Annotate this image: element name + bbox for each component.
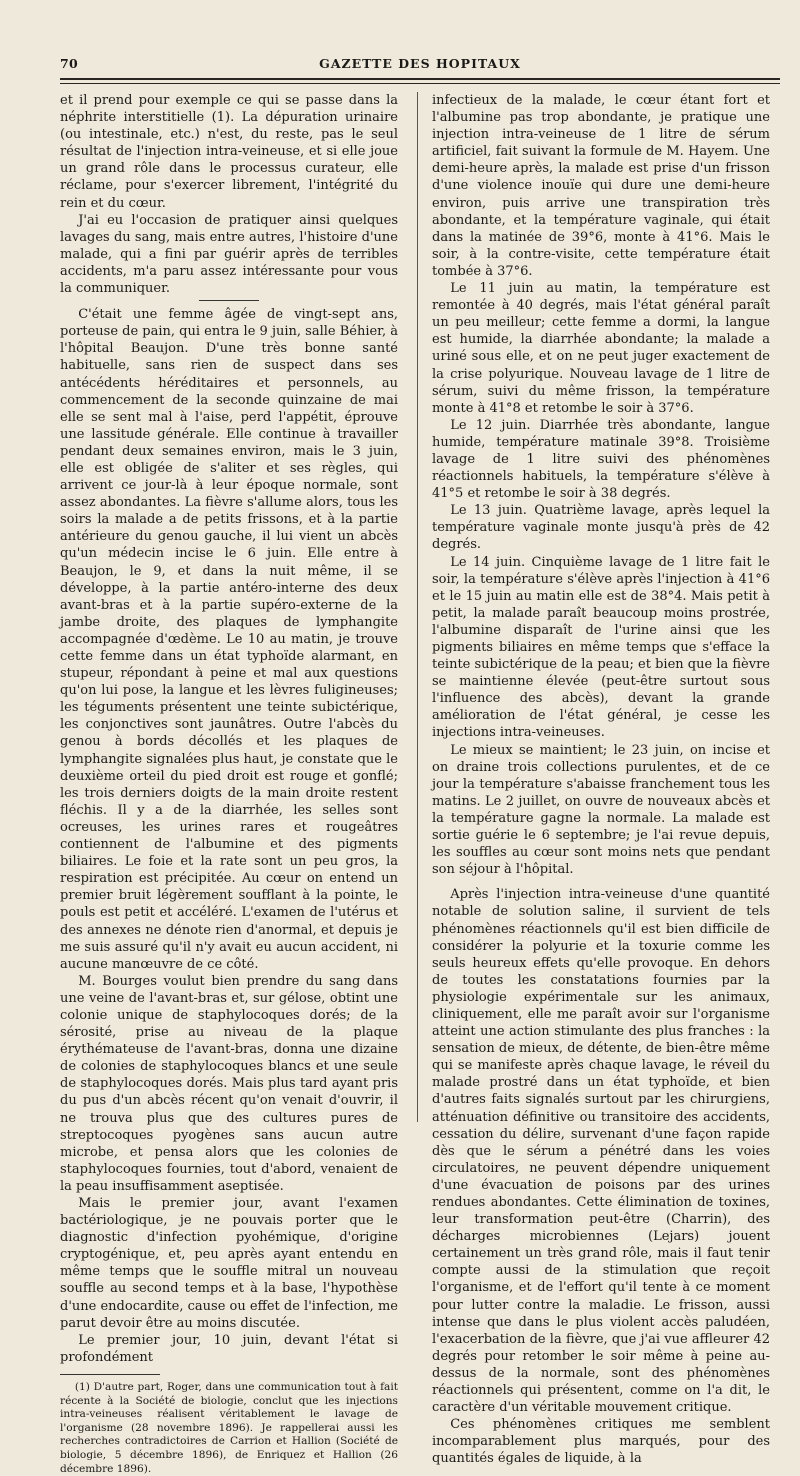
page-number: 70 [60,56,78,71]
header-rule-thin [60,83,780,84]
left-column [60,92,398,1475]
footnote: (1) D'autre part, Roger, dans une communication tout à fait récente à la Société de biologie, conclut que les injections intra-veineuses réalisent véritablement le lavage de l'organisme (28 novembre 1896). Je rappellerai aussi les recherches contradictoires de Carrion et Hallion (Société de biologie, 5 décembre 1896), de Enriquez et Hallion (26 décembre 1896). [60,1380,398,1475]
paragraph: infectieux de la malade, le cœur étant fort et l'albumine pas trop abondante, je pratique une injection intra-veineuse de 1 litre de sérum artificiel, fait suivant la formule de M. Hayem. Une demi-heure après, la malade est prise d'un frisson d'une violence inouïe qui dure une demi-heure environ, puis arrive une transpiration très abondante, et la température vaginale, qui était dans la matinée de 39°6, monte à 41°6. Mais le soir, à la contre-visite, cette température était tombée à 37°6. [432,93,770,279]
page-header [60,52,780,76]
section-separator [199,300,259,301]
publication-title: GAZETTE DES HOPITAUX [319,56,521,71]
paragraph: et il prend pour exemple ce qui se passe dans la néphrite interstitielle (1). La dépuration urinaire (ou intestinale, etc.) n'est, du reste, pas le seul résultat de l'injection intra-veineuse, et si elle joue un grand rôle dans le processus curateur, elle réclame, pour s'exercer librement, l'intégrité du rein et du cœur. [60,93,398,211]
paragraph: Le 14 juin. Cinquième lavage de 1 litre fait le soir, la température s'élève après l'injection à 41°6 et le 15 juin au matin elle est de 38°4. Mais petit à petit, la malade paraît beaucoup moins prostrée, l'albumine disparaît de l'urine ainsi que les pigments biliaires en même temps que s'efface la teinte subictérique de la peau; et bien que la fièvre se maintienne élevée (peut-être surtout sous l'influence des abcès), devant la grande amélioration de l'état général, je cesse les injections intra-veineuses. [432,554,770,741]
case-paragraph: Mais le premier jour, avant l'examen bactériologique, je ne pouvais porter que le diagnostic d'infection pyohémique, d'origine cryptogénique, et, peu après ayant entendu en même temps que le souffle mitral un nouveau souffle au second temps et à la base, l'hypothèse d'une endocardite, cause ou effet de l'infection, me parut devoir être au moins discutée. [60,1196,398,1331]
header-rule [60,78,780,80]
paragraph: Le 12 juin. Diarrhée très abondante, langue humide, température matinale 39°8. Troisième lavage de 1 litre suivi des phénomènes réactionnels habituels, la température s'élève à 41°5 et retombe le soir à 38 degrés. [432,417,770,502]
right-column [432,92,770,1467]
paragraph: Le 11 juin au matin, la température est remontée à 40 degrés, mais l'état général paraît un peu meilleur; cette femme a dormi, la langue est humide, la diarrhée abondante; la malade a uriné sous elle, et on ne peut juger exactement de la crise polyurique. Nouveau lavage de 1 litre de sérum, suivi du même frisson, la température monte à 41°8 et retombe le soir à 37°6. [432,281,770,416]
footnote-rule [60,1374,160,1375]
section-gap [432,878,770,886]
discussion-paragraph: Ces phénomènes critiques me semblent incomparablement plus marqués, pour des quantités égales de liquide, à la [432,1417,770,1467]
paragraph: J'ai eu l'occasion de pratiquer ainsi quelques lavages du sang, mais entre autres, l'histoire d'une malade, qui a fini par guérir après de terribles accidents, m'a paru assez intéressante pour vous la communiquer. [60,212,398,297]
paragraph: Le mieux se maintient; le 23 juin, on incise et on draine trois collections purulentes, et de ce jour la température s'abaisse franchement tous les matins. Le 2 juillet, on ouvre de nouveaux abcès et la température gagne la normale. La malade est sortie guérie le 6 septembre; je l'ai revue depuis, les souffles au cœur sont moins nets que pendant son séjour à l'hôpital. [432,742,770,878]
paragraph: Le 13 juin. Quatrième lavage, après lequel la température vaginale monte jusqu'à près de 42 degrés. [432,503,770,553]
case-paragraph: Le premier jour, 10 juin, devant l'état si profondément [60,1332,398,1365]
column-divider [417,92,418,1122]
case-paragraph: C'était une femme âgée de vingt-sept ans, porteuse de pain, qui entra le 9 juin, salle Béhier, à l'hôpital Beaujon. D'une très bonne santé habituelle, sans rien de suspect dans ses antécédents héréditaires et personnels, au commencement de la seconde quinzaine de mai elle se sent mal à l'aise, perd l'appétit, éprouve une lassitude générale. Elle continue à travailler pendant deux semaines environ, mais le 3 juin, elle est obligée de s'aliter et ses règles, qui arrivent ce jour-là à leur époque normale, sont assez abondantes. La fièvre s'allume alors, tous les soirs la malade a de petits frissons, et à la partie antérieure du genou gauche, il lui vient un abcès qu'un médecin incise le 6 juin. Elle entre à Beaujon, le 9, et dans la nuit même, il se développe, à la partie antéro-interne des deux avant-bras et à la partie supéro-externe de la jambe droite, des plaques de lymphangite accompagnée d'œdème. Le 10 au matin, je trouve cette femme dans un état typhoïde alarmant, en stupeur, répondant à peine et mal aux questions qu'on lui pose, la langue et les lèvres fuligineuses; les téguments présentent une teinte subictérique, les conjonctives sont jaunâtres. Outre l'abcès du genou à bords décollés et les plaques de lymphangite signalées plus haut, je constate que le deuxième orteil du pied droit est rouge et gonflé; les trois derniers doigts de la main droite restent fléchis. Il y a de la diarrhée, les selles sont ocreuses, les urines rares et rougeâtres contiennent de l'albumine et des pigments biliaires. Le foie et la rate sont un peu gros, la respiration est précipitée. Au cœur on entend un premier bruit légèrement soufflant à la pointe, le pouls est petit et accéléré. L'examen de l'utérus et des annexes ne dénote rien d'anormal, et depuis je me suis assuré qu'il n'y avait eu aucun accident, ni aucune manœuvre de ce côté. [60,307,398,972]
discussion-paragraph: Après l'injection intra-veineuse d'une quantité notable de solution saline, il survient de tels phénomènes réactionnels qu'il est bien difficile de considérer la polyurie et la toxurie comme les seuls heureux effets qu'elle provoque. En dehors de toutes les constatations fournies par la physiologie expérimentale sur les animaux, cliniquement, elle me paraît avoir sur l'organisme atteint une action stimulante des plus franches : la sensation de mieux, de détente, de bien-être même qui se manifeste après chaque lavage, le réveil du malade prostré dans un état typhoïde, et bien d'autres faits signalés surtout par les chirurgiens, atténuation définitive ou transitoire des accidents, cessation du délire, survenant d'une façon rapide dès que le sérum a pénétré dans les voies circulatoires, ne peuvent dépendre uniquement d'une évacuation de poisons par des urines rendues abondantes. Cette élimination de toxines, leur transformation peut-être (Charrin), des décharges microbiennes (Lejars) jouent certainement un très grand rôle, mais il faut tenir compte aussi de la stimulation que reçoit l'organisme, et de l'effort qu'il tente à ce moment pour lutter contre la maladie. Le frisson, aussi intense que dans le plus violent accès paludéen, l'exacerbation de la fièvre, que j'ai vue affleurer 42 degrés pour retomber le soir même à peine au-dessus de la normale, sont des phénomènes réactionnels qui présentent, comme on l'a dit, le caractère d'un véritable mouvement critique. [432,887,770,1416]
case-paragraph: M. Bourges voulut bien prendre du sang dans une veine de l'avant-bras et, sur gélose, obtint une colonie unique de staphylocoques dorés; de la sérosité, prise au niveau de la plaque érythémateuse de l'avant-bras, donna une dizaine de colonies de staphylocoques blancs et une seule de staphylocoques dorés. Mais plus tard ayant pris du pus d'un abcès récent qu'on venait d'ouvrir, il ne trouva plus que des cultures pures de streptocoques pyogènes sans aucun autre microbe, et pensa alors que les colonies de staphylocoques fournies, tout d'abord, venaient de la peau insuffisamment aseptisée. [60,973,398,1194]
